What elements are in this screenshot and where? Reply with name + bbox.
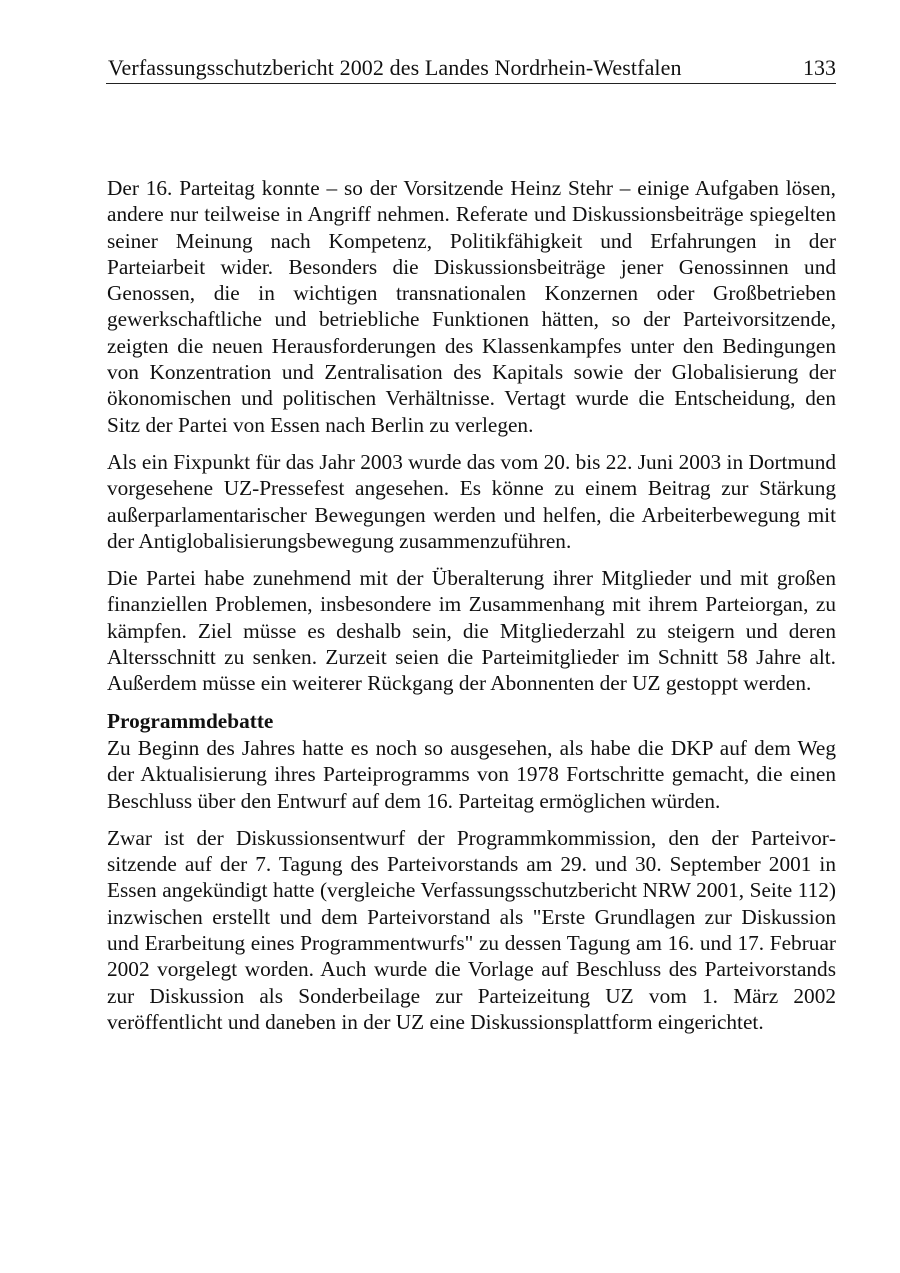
- paragraph-programm-beginn: Zu Beginn des Jahres hatte es noch so ausgesehen, als habe die DKP auf dem Weg der Aktualisierung ihres Parteiprogramms von 1978 Fortschritte gemacht, die einen Beschluss über den Entwurf auf dem 16. Parteitag ermöglichen würden.: [107, 735, 836, 813]
- paragraph-pressefest: Als ein Fixpunkt für das Jahr 2003 wurde das vom 20. bis 22. Juni 2003 in Dortmund vorgesehene UZ-Pressefest angesehen. Es könne zu einem Beitrag zur Stärkung außerparlamentarischer Bewegungen werden und helfen, die Arbeiterbewegung mit der Antiglobalisierungsbewegung zusammenzuführen.: [107, 449, 836, 553]
- page-number: 133: [803, 55, 836, 80]
- paragraph-diskussionsentwurf: Zwar ist der Diskussionsentwurf der Programmkommission, den der Parteivorsitzende auf der 7. Tagung des Parteivorstands am 29. und 30. September 2001 in Essen angekündigt hatte (vergleiche Verfassungsschutzbericht NRW 2001, Seite 112) inzwischen erstellt und dem Parteivorstand als "Erste Grundlagen zur Diskussion und Erarbeitung eines Programmentwurfs" zu dessen Tagung am 16. und 17. Februar 2002 vorgelegt worden. Auch wurde die Vorlage auf Beschluss des Parteivorstands zur Diskussion als Sonderbeilage zur Parteizeitung UZ vom 1. März 2002 veröffentlicht und daneben in der UZ eine Diskussionsplattform eingerichtet.: [107, 825, 836, 1034]
- header-title: Verfassungsschutzbericht 2002 des Landes Nordrhein-Westfalen: [108, 55, 682, 80]
- document-body: [107, 175, 836, 1046]
- paragraph-parteitag: Der 16. Parteitag konnte – so der Vorsitzende Heinz Stehr – einige Aufgaben lösen, andere nur teilweise in Angriff nehmen. Referate und Diskussionsbeiträge spiegelten seiner Meinung nach Kompetenz, Politikfähigkeit und Erfahrungen in der Parteiarbeit wider. Besonders die Diskussionsbeiträge jener Genossinnen und Genossen, die in wichtigen transnationalen Konzernen oder Großbetrieben gewerkschaftliche und betriebliche Funktionen hätten, so der Parteivorsitzende, zeigten die neuen Herausforderungen des Klassenkampfes unter den Bedingungen von Konzentration und Zentralisation des Kapitals sowie der Globalisierung der ökonomischen und politischen Verhältnisse. Vertagt wurde die Entscheidung, den Sitz der Partei von Essen nach Berlin zu verlegen.: [107, 176, 836, 437]
- section-heading-programmdebatte: Programmdebatte: [107, 708, 274, 733]
- paragraph-ueberalterung: Die Partei habe zunehmend mit der Überalterung ihrer Mitglieder und mit großen finanziellen Problemen, insbesondere im Zusammenhang mit ihrem Parteiorgan, zu kämpfen. Ziel müsse es deshalb sein, die Mitgliederzahl zu steigern und deren Altersschnitt zu senken. Zurzeit seien die Parteimitglieder im Schnitt 58 Jahre alt. Außerdem müsse ein weiterer Rückgang der Abonnenten der UZ gestoppt werden.: [107, 566, 836, 696]
- running-header: [106, 53, 836, 84]
